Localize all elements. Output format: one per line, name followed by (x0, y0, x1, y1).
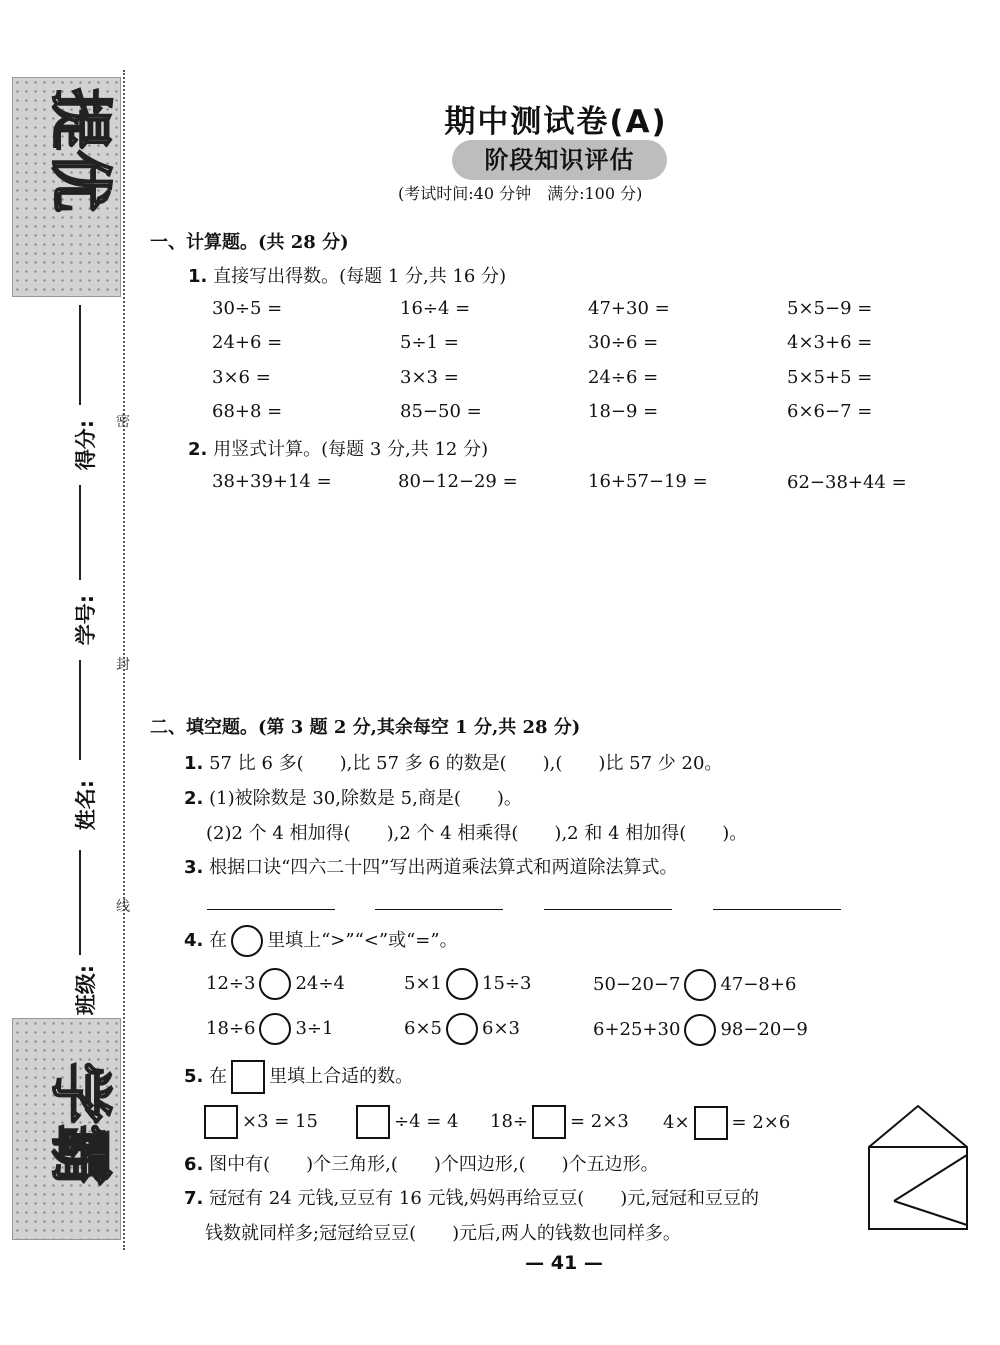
answer-blank[interactable] (375, 908, 503, 910)
calc-item: 16÷4 = (400, 298, 471, 319)
s1-q1 (188, 262, 506, 288)
fill-item (352, 1105, 459, 1139)
s2-q1-text: 57 比 6 多( ),比 57 多 6 的数是( ),( )比 57 少 20。 (209, 753, 723, 774)
fill-before: 18÷ (490, 1111, 528, 1132)
fill-item (663, 1106, 790, 1140)
score-line (79, 305, 81, 405)
fill-after: ÷4 = 4 (394, 1111, 459, 1132)
fill-item (490, 1105, 629, 1139)
s1-q1-num: 1. (188, 266, 208, 287)
calc-item: 68+8 = (212, 401, 283, 422)
s2-q3-text: 根据口诀“四六二十四”写出两道乘法算式和两道除法算式。 (209, 857, 678, 878)
s1-q2-text: 用竖式计算。(每题 3 分,共 12 分) (213, 439, 489, 460)
vertical-calc-item: 16+57−19 = (588, 471, 708, 492)
calc-item: 47+30 = (588, 298, 670, 319)
s2-q3-num: 3. (184, 857, 204, 878)
seal-char-feng: 封 (116, 657, 130, 673)
calc-item: 18−9 = (588, 401, 659, 422)
fill-square[interactable] (204, 1105, 238, 1139)
s2-q6 (184, 1150, 659, 1176)
exam-timing: (考试时间:40 分钟 满分:100 分) (398, 184, 643, 203)
compare-left: 6×5 (404, 1018, 442, 1039)
calc-item: 24+6 = (212, 332, 283, 353)
name-line (79, 850, 81, 955)
s2-q3 (184, 853, 678, 879)
vertical-calc-item: 80−12−29 = (398, 471, 518, 492)
seal-char-mi: 密 (116, 414, 130, 430)
compare-right: 6×3 (482, 1018, 520, 1039)
compare-circle[interactable] (684, 1014, 716, 1046)
calc-item: 3×6 = (212, 367, 271, 388)
name-label: 姓名: (74, 779, 99, 831)
s2-q4-num: 4. (184, 930, 204, 951)
calc-item: 24÷6 = (588, 367, 659, 388)
s2-q1-num: 1. (184, 753, 204, 774)
compare-circle-icon (231, 925, 263, 957)
class-label: 班级: (74, 964, 99, 1016)
calc-item: 5÷1 = (400, 332, 459, 353)
s1-q2-num: 2. (188, 439, 208, 460)
calc-item: 85−50 = (400, 401, 482, 422)
s2-q5-num: 5. (184, 1066, 204, 1087)
s2-q5 (184, 1060, 413, 1094)
compare-right: 3÷1 (295, 1018, 334, 1039)
compare-item (404, 968, 531, 1000)
compare-right: 15÷3 (482, 973, 532, 994)
calc-item: 5×5+5 = (787, 367, 873, 388)
s2-q2-line2: (2)2 个 4 相加得( ),2 个 4 相乘得( ),2 和 4 相加得( )。 (206, 823, 748, 844)
s2-q6-text: 图中有( )个三角形,( )个四边形,( )个五边形。 (209, 1154, 659, 1175)
s2-q7-line2: 钱数就同样多;冠冠给豆豆( )元后,两人的钱数也同样多。 (205, 1223, 681, 1244)
s2-q2-line1 (184, 784, 522, 810)
page-number: — 41 — (525, 1252, 603, 1274)
answer-blank[interactable] (207, 908, 335, 910)
fill-after: ×3 = 15 (242, 1111, 318, 1132)
s2-q1 (184, 749, 722, 775)
s2-q4-text-after: 里填上“>”“<”或“=”。 (267, 930, 458, 951)
s1-q1-text: 直接写出得数。(每题 1 分,共 16 分) (213, 266, 507, 287)
calc-item: 4×3+6 = (787, 332, 873, 353)
fill-square-icon (231, 1060, 265, 1094)
compare-right: 24÷4 (295, 973, 345, 994)
score-label: 得分: (74, 419, 99, 471)
s2-q5-text-after: 里填上合适的数。 (269, 1066, 414, 1087)
compare-right: 47−8+6 (720, 974, 797, 995)
fill-after: = 2×6 (731, 1112, 791, 1133)
compare-item (206, 968, 345, 1000)
compare-circle[interactable] (259, 1013, 291, 1045)
compare-left: 5×1 (404, 973, 442, 994)
s2-q4-text-before: 在 (209, 930, 228, 951)
answer-blank[interactable] (713, 908, 841, 910)
compare-item (593, 969, 796, 1001)
compare-right: 98−20−9 (720, 1019, 808, 1040)
s2-q5-text-before: 在 (209, 1066, 228, 1087)
margin-brand-bottom: 学霸 (44, 1062, 117, 1187)
vertical-calc-item: 62−38+44 = (787, 472, 907, 493)
compare-circle[interactable] (684, 969, 716, 1001)
s2-q7-text-1: 冠冠有 24 元钱,豆豆有 16 元钱,妈妈再给豆豆( )元,冠冠和豆豆的 (209, 1188, 760, 1209)
fill-square[interactable] (694, 1106, 728, 1140)
compare-circle[interactable] (446, 968, 478, 1000)
s1-q2 (188, 435, 488, 461)
calc-item: 30÷5 = (212, 298, 283, 319)
calc-item: 5×5−9 = (787, 298, 873, 319)
s2-q2-num: 2. (184, 788, 204, 809)
fill-before: 4× (663, 1112, 690, 1133)
compare-item (206, 1013, 333, 1045)
compare-left: 12÷3 (206, 973, 256, 994)
page-title: 期中测试卷(A) (444, 104, 668, 140)
s2-q4 (184, 925, 458, 957)
student-id-label: 学号: (74, 594, 99, 646)
compare-left: 18÷6 (206, 1018, 256, 1039)
compare-circle[interactable] (259, 968, 291, 1000)
fill-item (200, 1105, 318, 1139)
margin-brand-top: 提优 (44, 88, 117, 213)
s2-q7-line1 (184, 1184, 759, 1210)
seal-char-xian: 线 (116, 899, 130, 915)
compare-item (593, 1014, 808, 1046)
s2-q7-num: 7. (184, 1188, 204, 1209)
polygon-figure (866, 1103, 970, 1233)
fill-square[interactable] (356, 1105, 390, 1139)
answer-blank[interactable] (544, 908, 672, 910)
calc-item: 30÷6 = (588, 332, 659, 353)
s2-q6-num: 6. (184, 1154, 204, 1175)
score-line-2 (79, 485, 81, 580)
s2-q2-text-1: (1)被除数是 30,除数是 5,商是( )。 (209, 788, 522, 809)
student-id-line (79, 660, 81, 760)
calc-item: 6×6−7 = (787, 401, 873, 422)
section1-heading: 一、计算题。(共 28 分) (150, 232, 349, 253)
compare-item (404, 1013, 520, 1045)
section2-heading: 二、填空题。(第 3 题 2 分,其余每空 1 分,共 28 分) (150, 717, 581, 738)
fill-square[interactable] (532, 1105, 566, 1139)
compare-left: 50−20−7 (593, 974, 681, 995)
fill-after: = 2×3 (570, 1111, 629, 1132)
calc-item: 3×3 = (400, 367, 459, 388)
compare-left: 6+25+30 (593, 1019, 681, 1040)
subtitle-badge: 阶段知识评估 (452, 140, 667, 180)
compare-circle[interactable] (446, 1013, 478, 1045)
vertical-calc-item: 38+39+14 = (212, 471, 332, 492)
